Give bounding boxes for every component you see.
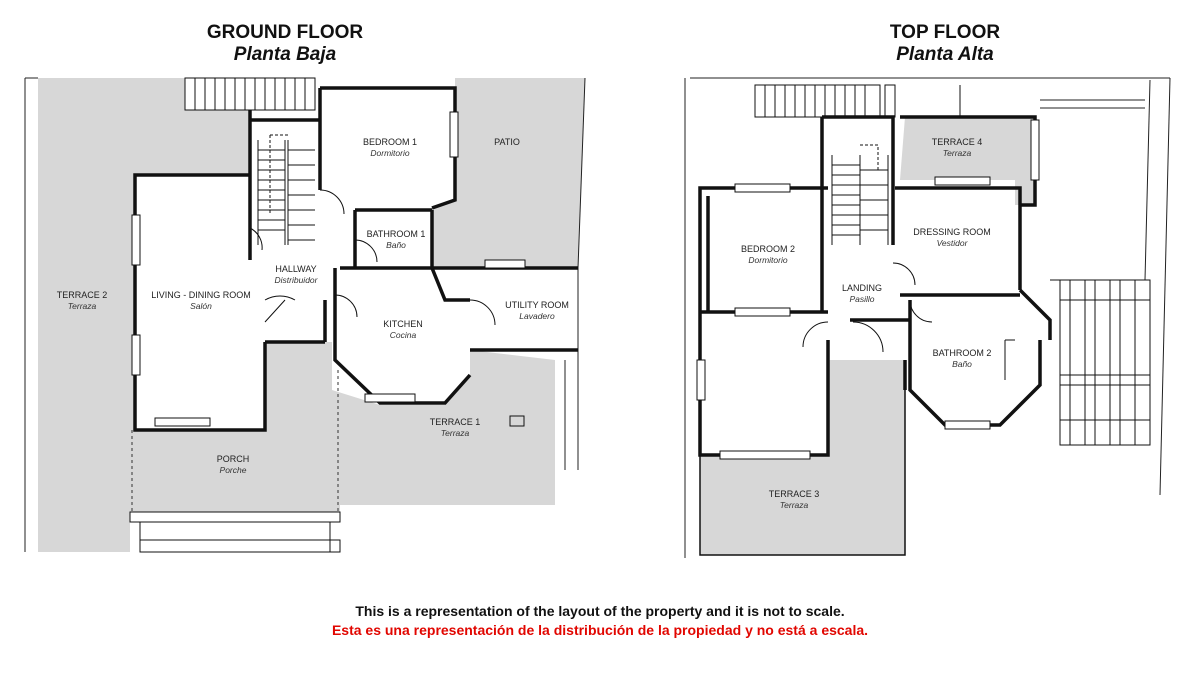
porch-label: PORCH xyxy=(216,454,250,464)
hallway-sub: Distribuidor xyxy=(274,275,318,285)
bathroom-1-label: BATHROOM 1 xyxy=(366,229,426,239)
bedroom-1-label: BEDROOM 1 xyxy=(362,137,418,147)
disclaimer-spanish: Esta es una representación de la distribución de la propiedad y no está a escala. xyxy=(331,622,869,638)
living-dining-sub: Salón xyxy=(190,301,212,311)
terrace-4-area xyxy=(900,117,1035,205)
terrace-1-label: TERRACE 1 xyxy=(429,417,481,427)
top-floor-plan xyxy=(685,78,1170,558)
bedroom-2-label: BEDROOM 2 xyxy=(740,244,796,254)
dressing-room-label: DRESSING ROOM xyxy=(913,227,991,237)
ground-floor-plan xyxy=(25,78,585,552)
terrace-3-label: TERRACE 3 xyxy=(768,489,820,499)
kitchen-label: KITCHEN xyxy=(383,319,423,329)
top-floor-title-en: TOP FLOOR xyxy=(889,22,1001,43)
utility-room-label: UTILITY ROOM xyxy=(505,300,569,310)
bedroom-1-sub: Dormitorio xyxy=(370,148,410,158)
disclaimer-english: This is a representation of the layout of the property and it is not to scale. xyxy=(355,603,845,619)
terrace-2-label: TERRACE 2 xyxy=(56,290,108,300)
terrace-1-sub: Terraza xyxy=(440,428,470,438)
terrace-4-label: TERRACE 4 xyxy=(931,137,983,147)
bathroom-2-label: BATHROOM 2 xyxy=(932,348,992,358)
bathroom-1-sub: Baño xyxy=(386,240,406,250)
ground-floor-title-en: GROUND FLOOR xyxy=(206,22,364,43)
landing-sub: Pasillo xyxy=(849,294,875,304)
terrace-3-sub: Terraza xyxy=(779,500,809,510)
patio-label: PATIO xyxy=(494,137,520,147)
kitchen-sub: Cocina xyxy=(389,330,417,340)
terrace-4-sub: Terraza xyxy=(942,148,972,158)
porch-sub: Porche xyxy=(219,465,247,475)
terrace-2-sub: Terraza xyxy=(67,301,97,311)
utility-room-sub: Lavadero xyxy=(519,311,555,321)
dressing-room-sub: Vestidor xyxy=(936,238,968,248)
landing-label: LANDING xyxy=(841,283,883,293)
bedroom-2-sub: Dormitorio xyxy=(748,255,788,265)
top-floor-title-es: Planta Alta xyxy=(896,44,994,65)
living-dining-label: LIVING - DINING ROOM xyxy=(151,290,251,300)
hallway-label: HALLWAY xyxy=(275,264,317,274)
ground-floor-title-es: Planta Baja xyxy=(233,44,337,65)
bathroom-2-sub: Baño xyxy=(952,359,972,369)
